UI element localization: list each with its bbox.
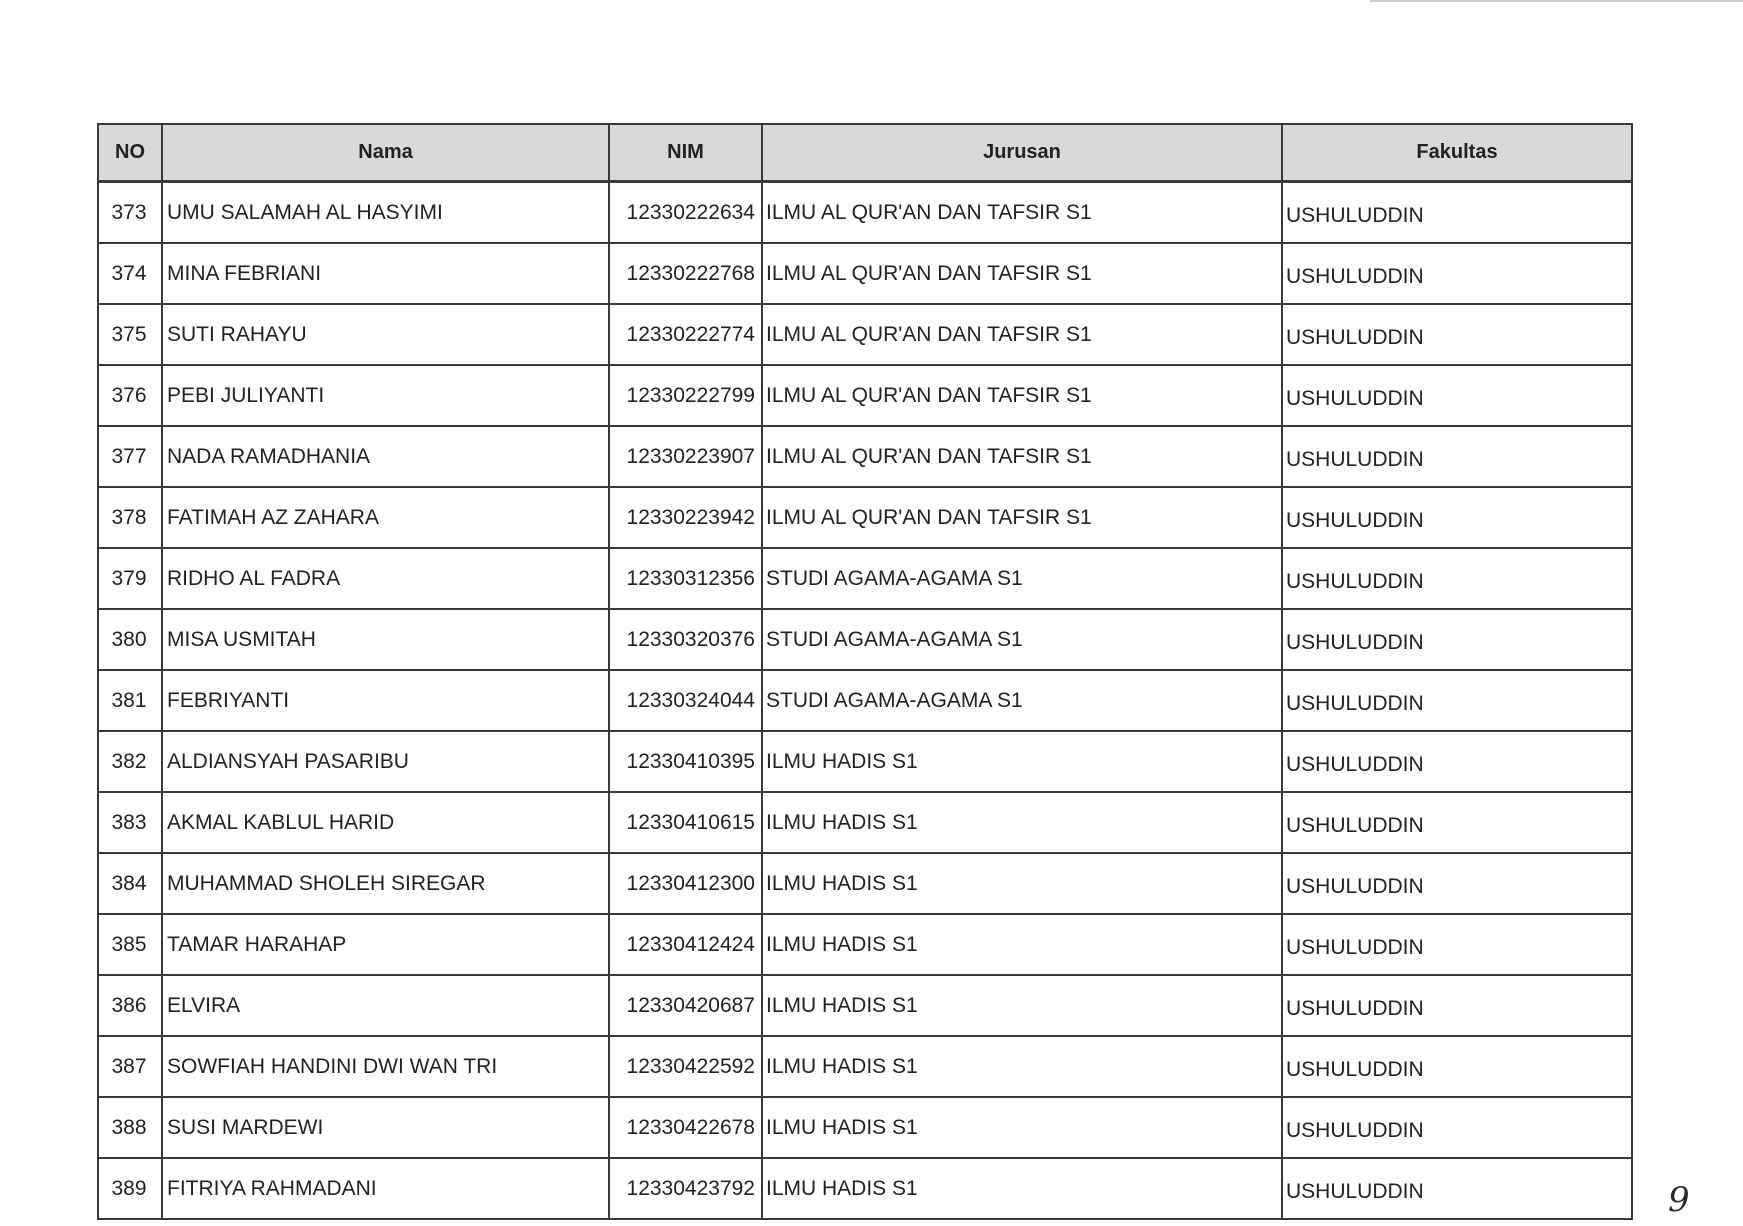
cell-nim: 12330422592 xyxy=(609,1036,762,1097)
header-nama: Nama xyxy=(162,124,609,182)
cell-nim: 12330324044 xyxy=(609,670,762,731)
cell-jurusan: STUDI AGAMA-AGAMA S1 xyxy=(762,609,1282,670)
table-row xyxy=(98,1097,1632,1158)
cell-no: 386 xyxy=(98,975,162,1036)
cell-fakultas: USHULUDDIN xyxy=(1282,1036,1632,1097)
cell-no: 378 xyxy=(98,487,162,548)
header-no: NO xyxy=(98,124,162,182)
cell-jurusan: ILMU HADIS S1 xyxy=(762,1097,1282,1158)
cell-nama: RIDHO AL FADRA xyxy=(162,548,609,609)
cell-jurusan: STUDI AGAMA-AGAMA S1 xyxy=(762,670,1282,731)
cell-fakultas: USHULUDDIN xyxy=(1282,1158,1632,1219)
cell-jurusan: ILMU AL QUR'AN DAN TAFSIR S1 xyxy=(762,365,1282,426)
cell-nim: 12330410395 xyxy=(609,731,762,792)
header-nim: NIM xyxy=(609,124,762,182)
cell-nim: 12330312356 xyxy=(609,548,762,609)
cell-no: 373 xyxy=(98,182,162,244)
table-row xyxy=(98,365,1632,426)
cell-fakultas: USHULUDDIN xyxy=(1282,243,1632,304)
table-row xyxy=(98,243,1632,304)
cell-jurusan: ILMU HADIS S1 xyxy=(762,1158,1282,1219)
cell-jurusan: ILMU AL QUR'AN DAN TAFSIR S1 xyxy=(762,487,1282,548)
cell-jurusan: ILMU AL QUR'AN DAN TAFSIR S1 xyxy=(762,182,1282,244)
cell-nama: PEBI JULIYANTI xyxy=(162,365,609,426)
cell-jurusan: ILMU HADIS S1 xyxy=(762,853,1282,914)
cell-fakultas: USHULUDDIN xyxy=(1282,365,1632,426)
cell-no: 384 xyxy=(98,853,162,914)
cell-jurusan: ILMU AL QUR'AN DAN TAFSIR S1 xyxy=(762,304,1282,365)
cell-nama: NADA RAMADHANIA xyxy=(162,426,609,487)
cell-no: 382 xyxy=(98,731,162,792)
table-row xyxy=(98,1158,1632,1219)
page-edge-line xyxy=(1370,0,1743,2)
cell-no: 389 xyxy=(98,1158,162,1219)
cell-jurusan: ILMU HADIS S1 xyxy=(762,914,1282,975)
student-table xyxy=(97,123,1633,1220)
cell-nim: 12330222799 xyxy=(609,365,762,426)
cell-jurusan: ILMU HADIS S1 xyxy=(762,731,1282,792)
cell-fakultas: USHULUDDIN xyxy=(1282,792,1632,853)
cell-nama: MISA USMITAH xyxy=(162,609,609,670)
cell-nim: 12330420687 xyxy=(609,975,762,1036)
cell-fakultas: USHULUDDIN xyxy=(1282,487,1632,548)
handwritten-page-number: 9 xyxy=(1668,1180,1690,1220)
table-row xyxy=(98,853,1632,914)
cell-nim: 12330222634 xyxy=(609,182,762,244)
cell-nim: 12330222774 xyxy=(609,304,762,365)
cell-nim: 12330412300 xyxy=(609,853,762,914)
cell-nim: 12330320376 xyxy=(609,609,762,670)
table-body xyxy=(98,182,1632,1220)
cell-nim: 12330423792 xyxy=(609,1158,762,1219)
cell-nama: FEBRIYANTI xyxy=(162,670,609,731)
cell-nama: ALDIANSYAH PASARIBU xyxy=(162,731,609,792)
cell-jurusan: ILMU AL QUR'AN DAN TAFSIR S1 xyxy=(762,426,1282,487)
cell-nama: SUTI RAHAYU xyxy=(162,304,609,365)
cell-fakultas: USHULUDDIN xyxy=(1282,670,1632,731)
cell-nim: 12330422678 xyxy=(609,1097,762,1158)
cell-no: 383 xyxy=(98,792,162,853)
cell-no: 376 xyxy=(98,365,162,426)
cell-jurusan: ILMU AL QUR'AN DAN TAFSIR S1 xyxy=(762,243,1282,304)
cell-nama: ELVIRA xyxy=(162,975,609,1036)
cell-fakultas: USHULUDDIN xyxy=(1282,426,1632,487)
cell-nim: 12330410615 xyxy=(609,792,762,853)
cell-nama: FATIMAH AZ ZAHARA xyxy=(162,487,609,548)
table-row xyxy=(98,1036,1632,1097)
cell-no: 388 xyxy=(98,1097,162,1158)
cell-jurusan: ILMU HADIS S1 xyxy=(762,1036,1282,1097)
cell-nama: FITRIYA RAHMADANI xyxy=(162,1158,609,1219)
table-row xyxy=(98,731,1632,792)
cell-nama: TAMAR HARAHAP xyxy=(162,914,609,975)
table-row xyxy=(98,792,1632,853)
cell-fakultas: USHULUDDIN xyxy=(1282,1097,1632,1158)
cell-no: 387 xyxy=(98,1036,162,1097)
table-row xyxy=(98,975,1632,1036)
cell-no: 385 xyxy=(98,914,162,975)
cell-nama: MINA FEBRIANI xyxy=(162,243,609,304)
cell-nim: 12330223942 xyxy=(609,487,762,548)
table-row xyxy=(98,487,1632,548)
cell-nim: 12330222768 xyxy=(609,243,762,304)
cell-jurusan: STUDI AGAMA-AGAMA S1 xyxy=(762,548,1282,609)
table-row xyxy=(98,609,1632,670)
table-row xyxy=(98,426,1632,487)
header-jurusan: Jurusan xyxy=(762,124,1282,182)
cell-no: 377 xyxy=(98,426,162,487)
cell-nama: SOWFIAH HANDINI DWI WAN TRI xyxy=(162,1036,609,1097)
cell-nim: 12330223907 xyxy=(609,426,762,487)
student-table-container xyxy=(97,123,1631,1220)
table-row xyxy=(98,670,1632,731)
cell-no: 381 xyxy=(98,670,162,731)
cell-fakultas: USHULUDDIN xyxy=(1282,975,1632,1036)
header-fakultas: Fakultas xyxy=(1282,124,1632,182)
table-row xyxy=(98,304,1632,365)
cell-fakultas: USHULUDDIN xyxy=(1282,853,1632,914)
cell-fakultas: USHULUDDIN xyxy=(1282,731,1632,792)
table-row xyxy=(98,914,1632,975)
table-header-row xyxy=(98,124,1632,182)
cell-jurusan: ILMU HADIS S1 xyxy=(762,975,1282,1036)
cell-no: 374 xyxy=(98,243,162,304)
cell-jurusan: ILMU HADIS S1 xyxy=(762,792,1282,853)
cell-no: 379 xyxy=(98,548,162,609)
cell-nama: UMU SALAMAH AL HASYIMI xyxy=(162,182,609,244)
table-row xyxy=(98,182,1632,244)
cell-no: 375 xyxy=(98,304,162,365)
cell-nim: 12330412424 xyxy=(609,914,762,975)
cell-no: 380 xyxy=(98,609,162,670)
cell-nama: MUHAMMAD SHOLEH SIREGAR xyxy=(162,853,609,914)
cell-nama: SUSI MARDEWI xyxy=(162,1097,609,1158)
table-row xyxy=(98,548,1632,609)
cell-fakultas: USHULUDDIN xyxy=(1282,914,1632,975)
cell-fakultas: USHULUDDIN xyxy=(1282,609,1632,670)
cell-fakultas: USHULUDDIN xyxy=(1282,182,1632,244)
cell-fakultas: USHULUDDIN xyxy=(1282,548,1632,609)
cell-fakultas: USHULUDDIN xyxy=(1282,304,1632,365)
cell-nama: AKMAL KABLUL HARID xyxy=(162,792,609,853)
